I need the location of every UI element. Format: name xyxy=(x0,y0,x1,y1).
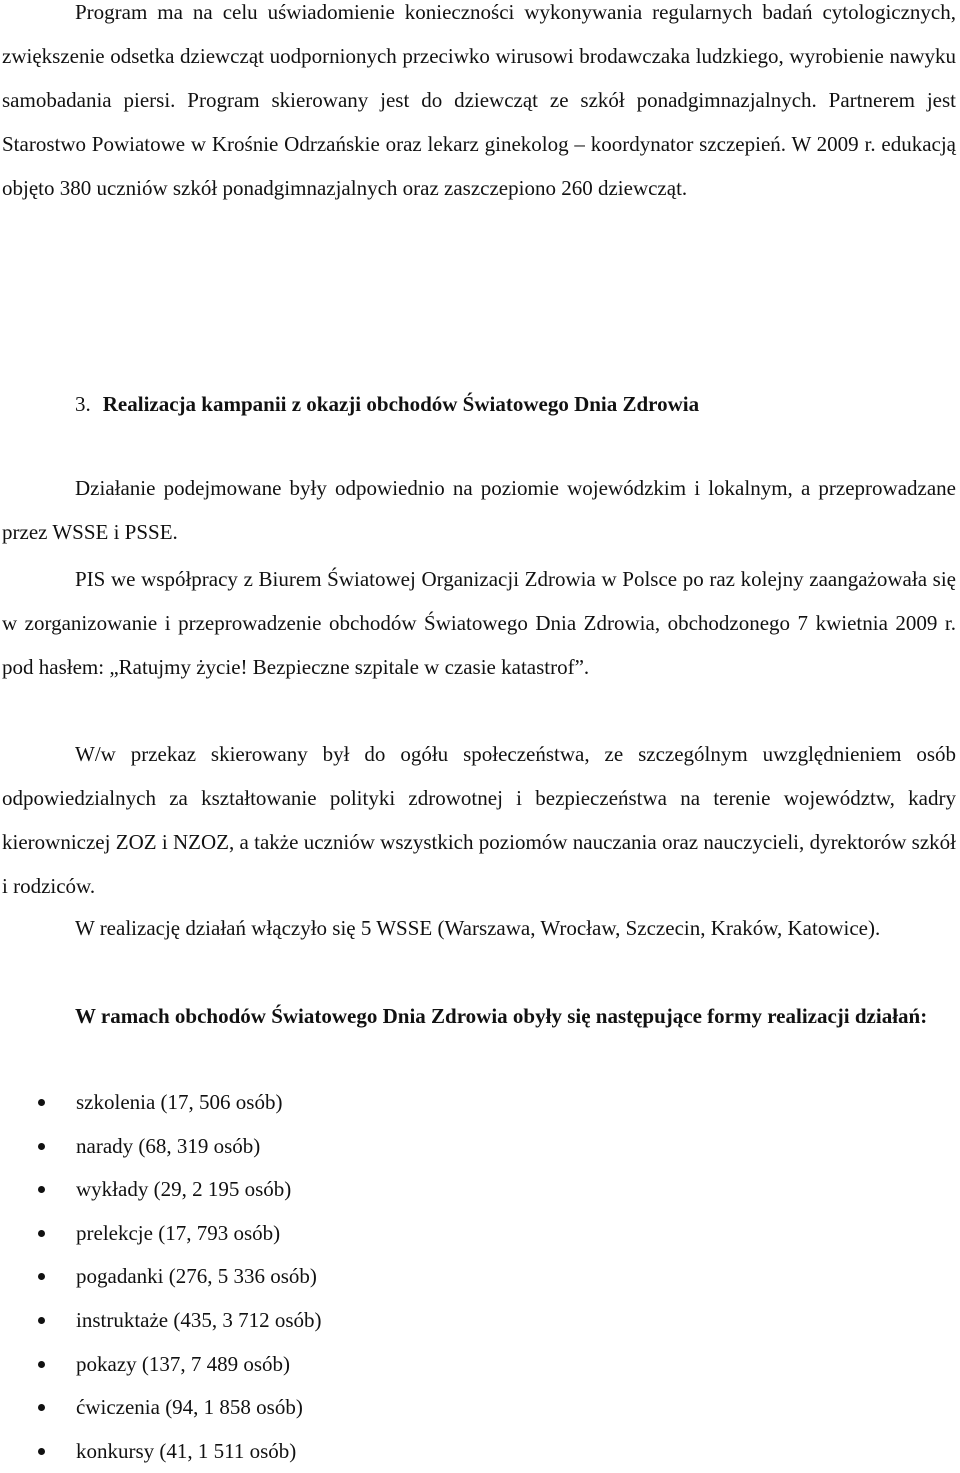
paragraph-audience: W/w przekaz skierowany był do ogółu społeczeństwa, ze szczególnym uwzględnieniem osób odpowiedzialnych za kształtowanie polityki zdrowotnej i bezpieczeństwa na terenie województw, kadry kierowniczej ZOZ i NZOZ, a także uczniów wszystkich poziomów nauczania oraz nauczycieli, dyrektorów szkół i rodziców. xyxy=(2,742,956,898)
section-title: Realizacja kampanii z okazji obchodów Światowego Dnia Zdrowia xyxy=(102,392,700,416)
list-item: pokazy (137, 7 489 osób) xyxy=(0,1343,322,1387)
list-item: narady (68, 319 osób) xyxy=(0,1125,322,1169)
list-item: instruktaże (435, 3 712 osób) xyxy=(0,1299,322,1343)
intro-line-1: Program ma na celu uświadomienie konieczności wykonywania regularnych badań cytologicznych, zwiększenie odsetka dziewcząt uodpornionych przeciwko wirusowi brodawczaka ludzkiego, wyrobienie nawyku samobadania piersi. xyxy=(2,0,956,112)
forms-list xyxy=(0,1081,322,1473)
paragraph-wsse: W realizację działań włączyło się 5 WSSE (Warszawa, Wrocław, Szczecin, Kraków, Katowice). xyxy=(75,916,881,940)
list-item: szkolenia (17, 506 osób) xyxy=(0,1081,322,1125)
paragraph-pis-cooperation: PIS we współpracy z Biurem Światowej Organizacji Zdrowia w Polsce po raz kolejny zaangażowała się w zorganizowanie i przeprowadzenie obchodów Światowego Dnia Zdrowia, obchodzonego 7 kwietnia 2009 r. pod hasłem: „Ratujmy życie! Bezpieczne szpitale w czasie katastrof”. xyxy=(2,567,956,679)
list-item: wykłady (29, 2 195 osób) xyxy=(0,1168,322,1212)
list-item: prelekcje (17, 793 osób) xyxy=(0,1212,322,1256)
intro-line-3: Partnerem jest Starostwo Powiatowe w Krośnie Odrzańskie oraz lekarz ginekolog – koordynator szczepień. W 2009 r. edukacją objęto 380 uczniów szkół ponadgimnazjalnych oraz zaszczepiono 260 dziewcząt. xyxy=(2,88,957,200)
section-heading xyxy=(75,382,699,426)
intro-paragraph xyxy=(2,0,956,210)
list-item: pogadanki (276, 5 336 osób) xyxy=(0,1255,322,1299)
list-item: ćwiczenia (94, 1 858 osób) xyxy=(0,1386,322,1430)
list-item: konkursy (41, 1 511 osób) xyxy=(0,1430,322,1473)
intro-line-2: Program skierowany jest do dziewcząt ze szkół ponadgimnazjalnych. xyxy=(187,88,817,112)
paragraph-levels: Działanie podejmowane były odpowiednio na poziomie wojewódzkim i lokalnym, a przeprowadzane przez WSSE i PSSE. xyxy=(2,476,956,544)
paragraph-forms-intro: W ramach obchodów Światowego Dnia Zdrowia obyły się następujące formy realizacji działań: xyxy=(75,1004,928,1028)
section-number: 3. xyxy=(75,392,91,416)
